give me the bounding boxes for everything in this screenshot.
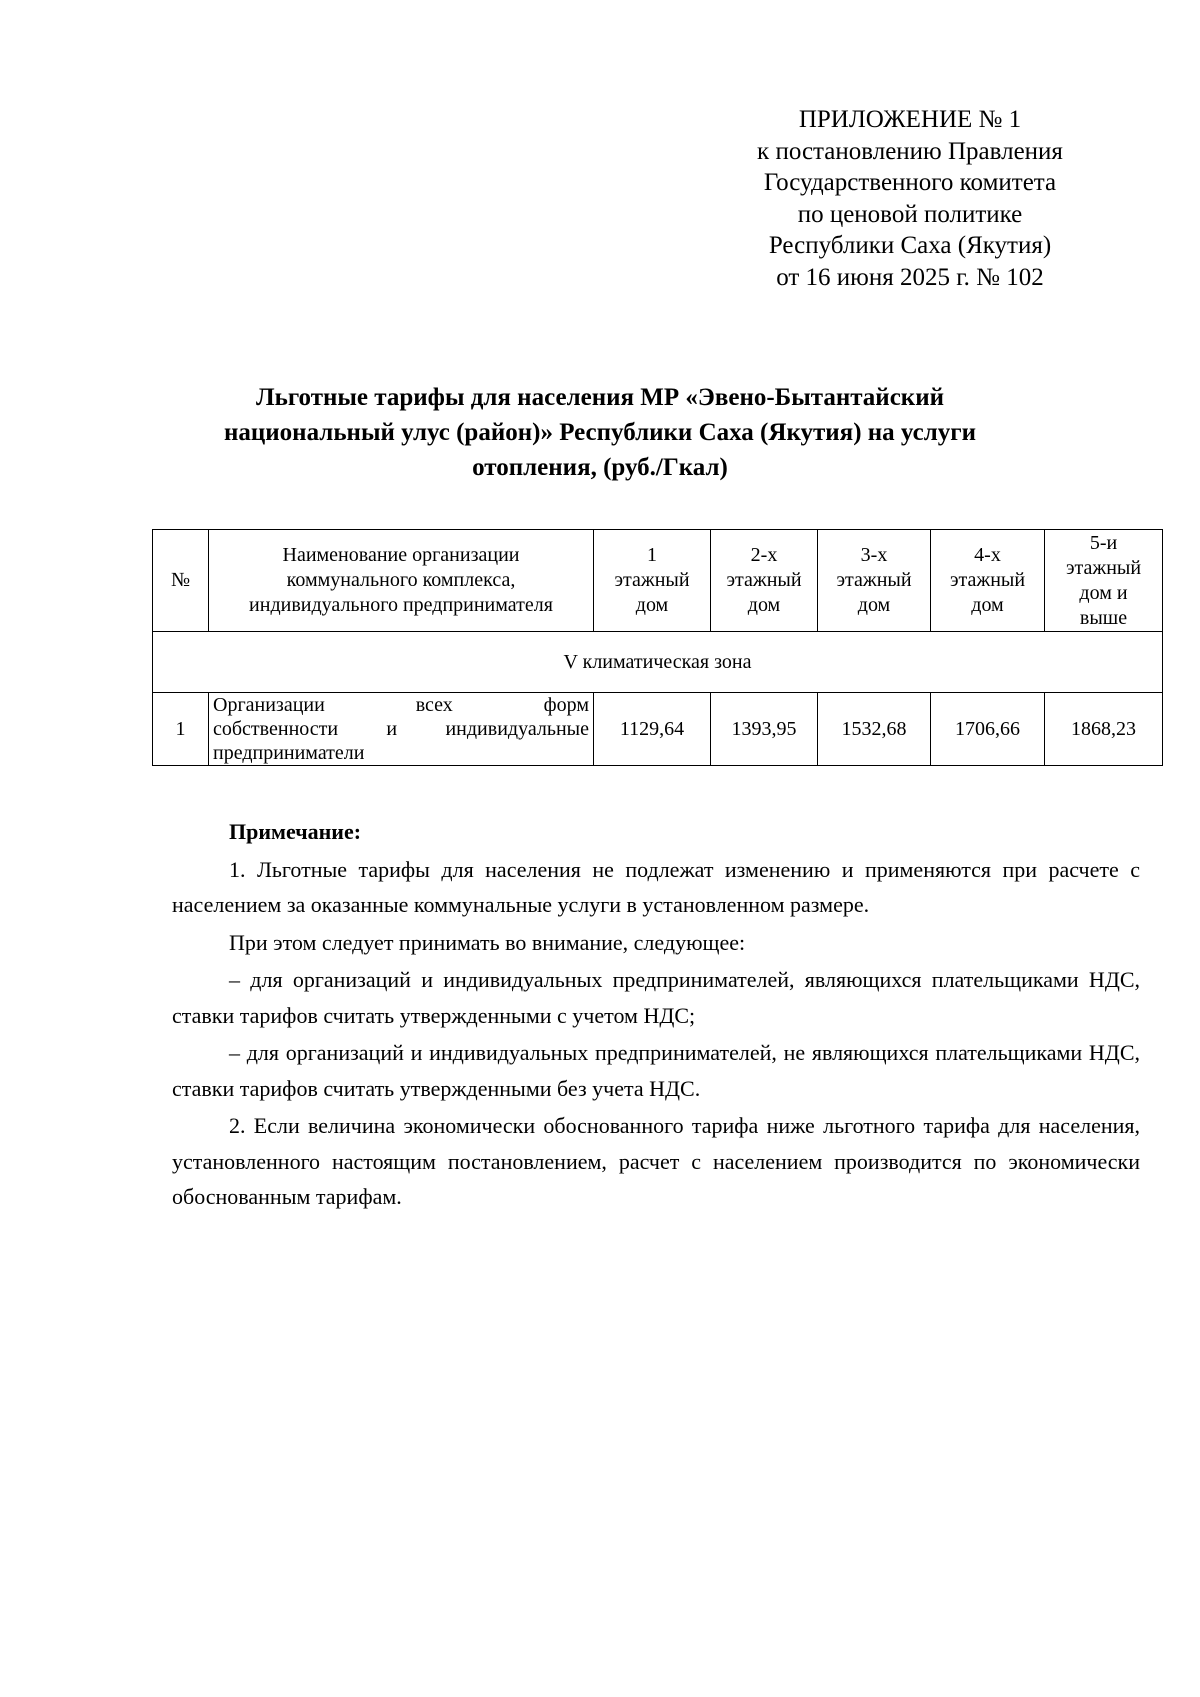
header-floor-1: 1 этажный дом: [594, 530, 711, 632]
tariff-floor-5-plus: 1868,23: [1045, 693, 1163, 766]
annex-number: ПРИЛОЖЕНИЕ № 1: [798, 106, 1022, 133]
header-floor-5-plus: 5-и этажный дом и выше: [1045, 530, 1163, 632]
row-organization: Организации всех форм собственности и индивидуальные предприниматели: [209, 693, 594, 766]
annex-line-resolution: к постановлению Правления: [757, 137, 1063, 165]
tariff-floor-4: 1706,66: [931, 693, 1045, 766]
tariff-floor-3: 1532,68: [818, 693, 931, 766]
annex-line-policy: по ценовой политике: [797, 200, 1023, 228]
tariff-floor-2: 1393,95: [711, 693, 818, 766]
note-section: [172, 814, 1140, 1215]
annex-block: [700, 104, 1120, 293]
climate-zone-label: V климатическая зона: [153, 632, 1163, 693]
table-row: [153, 693, 1163, 766]
header-organization: Наименование организации коммунального комплекса, индивидуального предпринимателя: [209, 530, 594, 632]
table-header-row: [153, 530, 1163, 632]
note-paragraph-3: – для организаций и индивидуальных предпринимателей, являющихся плательщиками НДС, ставки тарифов считать утвержденными с учетом НДС;: [172, 967, 1140, 1028]
note-paragraph-1: 1. Льготные тарифы для населения не подлежат изменению и применяются при расчете с населением за оказанные коммунальные услуги в установленном размере.: [172, 856, 1140, 917]
note-title: Примечание:: [229, 819, 362, 844]
note-paragraph-5: 2. Если величина экономически обоснованного тарифа ниже льготного тарифа для населения, установленного настоящим постановлением, расчет с населением производится по экономически обоснованным тарифам.: [172, 1113, 1140, 1209]
header-number: №: [153, 530, 209, 632]
header-floor-2: 2-х этажный дом: [711, 530, 818, 632]
title-line-2: национальный улус (район)» Республики Саха (Якутия) на услуги: [223, 419, 977, 446]
tariff-floor-1: 1129,64: [594, 693, 711, 766]
title-line-3: отопления, (руб./Гкал): [472, 454, 728, 481]
annex-line-republic: Республики Саха (Якутия): [768, 232, 1052, 259]
row-number: 1: [153, 693, 209, 766]
annex-date: от 16 июня 2025 г. № 102: [776, 263, 1044, 291]
annex-line-committee: Государственного комитета: [763, 169, 1057, 196]
note-paragraph-2: При этом следует принимать во внимание, следующее:: [229, 929, 746, 955]
tariff-table: [152, 529, 1163, 766]
note-paragraph-4: – для организаций и индивидуальных предпринимателей, не являющихся плательщиками НДС, ставки тарифов считать утвержденными без учета НДС.: [172, 1040, 1140, 1101]
document-title: [180, 380, 1020, 485]
header-floor-4: 4-х этажный дом: [931, 530, 1045, 632]
title-line-1: Льготные тарифы для населения МР «Эвено-Бытантайский: [255, 384, 945, 411]
header-floor-3: 3-х этажный дом: [818, 530, 931, 632]
climate-zone-row: [153, 632, 1163, 693]
